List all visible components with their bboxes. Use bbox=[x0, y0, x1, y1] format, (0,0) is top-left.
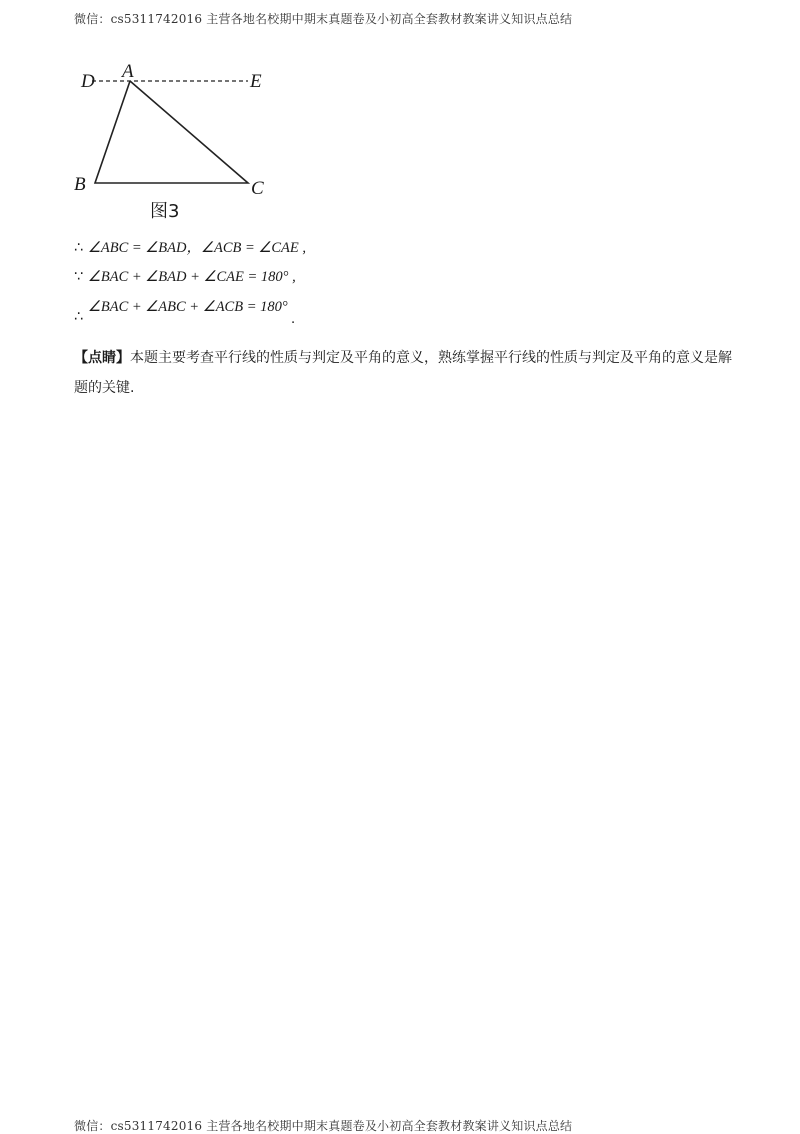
triangle-abc bbox=[95, 81, 248, 183]
label-b: B bbox=[74, 174, 86, 195]
proof-line-3 bbox=[74, 299, 295, 327]
proof-tail: . bbox=[291, 311, 295, 327]
comment-tag: 【点睛】 bbox=[74, 350, 130, 366]
label-d: D bbox=[81, 71, 95, 92]
triangle-figure bbox=[70, 62, 290, 232]
comment-text: 本题主要考查平行线的性质与判定及平角的意义，熟练掌握平行线的性质与判定及平角的意义是解题的关键. bbox=[74, 350, 732, 396]
label-e: E bbox=[250, 71, 262, 92]
page-header: 微信：cs5311742016 主营各地名校期中期末真题卷及小初高全套教材教案讲义知识点总结 bbox=[74, 12, 573, 26]
proof-line-2 bbox=[74, 270, 296, 285]
therefore-symbol: ∴ bbox=[74, 309, 84, 325]
proof-expr-1: ∠ABC = ∠BAD，∠ACB = ∠CAE , bbox=[87, 240, 307, 256]
therefore-symbol: ∴ bbox=[74, 240, 84, 256]
because-symbol: ∵ bbox=[74, 269, 84, 285]
page-footer: 微信：cs5311742016 主营各地名校期中期末真题卷及小初高全套教材教案讲义知识点总结 bbox=[74, 1119, 573, 1133]
proof-line-1 bbox=[74, 241, 306, 256]
proof-expr-2: ∠BAC + ∠BAD + ∠CAE = 180° , bbox=[87, 269, 296, 285]
label-c: C bbox=[251, 178, 264, 199]
proof-expr-3: ∠BAC + ∠ABC + ∠ACB = 180° bbox=[87, 299, 288, 315]
comment-paragraph bbox=[74, 343, 734, 403]
figure-caption: 图3 bbox=[150, 201, 180, 222]
label-a: A bbox=[122, 61, 134, 82]
